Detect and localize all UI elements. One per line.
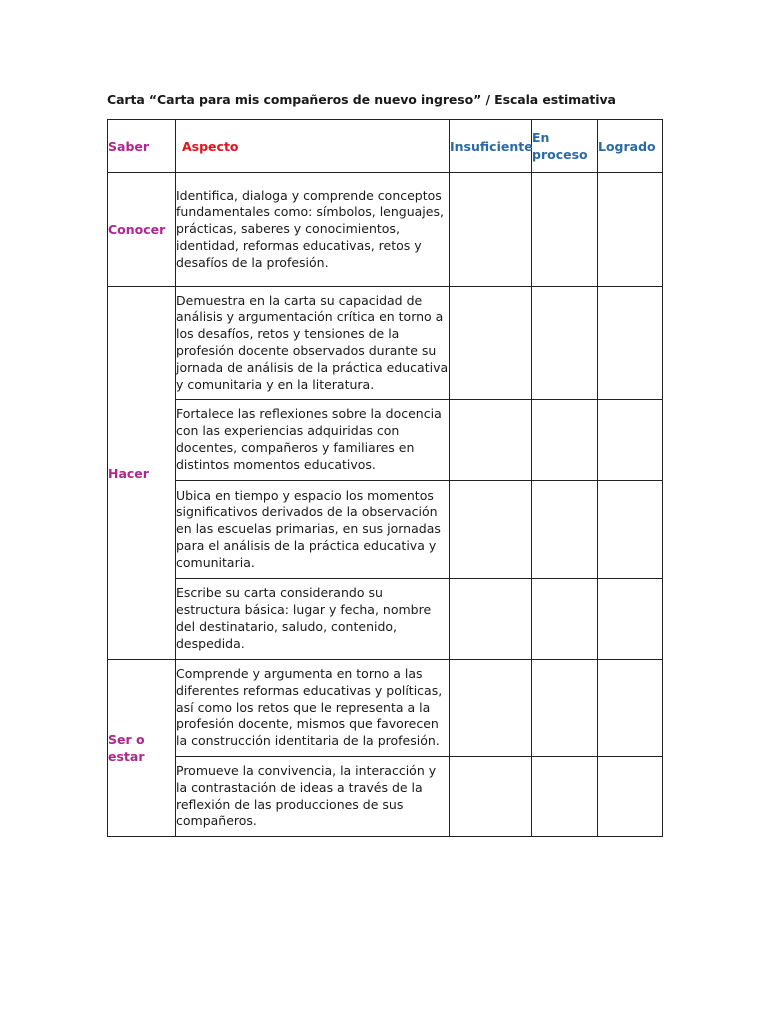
score-cell-logrado[interactable] xyxy=(598,287,663,400)
aspect-cell: Comprende y argumenta en torno a las diferentes reformas educativas y políticas, así como los retos que le representa a la profesión docente, mismos que favorecen la construcción identitaria de la profesión. xyxy=(176,660,450,757)
table-row xyxy=(108,400,663,481)
score-cell-en-proceso[interactable] xyxy=(532,173,598,287)
table-row xyxy=(108,660,663,757)
score-cell-en-proceso[interactable] xyxy=(532,400,598,481)
table-row xyxy=(108,481,663,579)
score-cell-logrado[interactable] xyxy=(598,757,663,837)
header-logrado: Logrado xyxy=(598,120,663,173)
score-cell-logrado[interactable] xyxy=(598,660,663,757)
table-row xyxy=(108,173,663,287)
score-cell-insuficiente[interactable] xyxy=(450,287,532,400)
saber-hacer: Hacer xyxy=(108,287,176,660)
score-cell-logrado[interactable] xyxy=(598,481,663,579)
header-aspecto: Aspecto xyxy=(176,120,450,173)
score-cell-en-proceso[interactable] xyxy=(532,579,598,660)
aspect-cell: Identifica, dialoga y comprende conceptos fundamentales como: símbolos, lenguajes, prácticas, saberes y conocimientos, identidad, reformas educativas, retos y desafíos de la profesión. xyxy=(176,173,450,287)
aspect-cell: Escribe su carta considerando su estructura básica: lugar y fecha, nombre del destinatario, saludo, contenido, despedida. xyxy=(176,579,450,660)
aspect-cell: Demuestra en la carta su capacidad de análisis y argumentación crítica en torno a los desafíos, retos y tensiones de la profesión docente observados durante su jornada de análisis de la práctica educativa y comunitaria y en la literatura. xyxy=(176,287,450,400)
table-row xyxy=(108,757,663,837)
score-cell-insuficiente[interactable] xyxy=(450,660,532,757)
score-cell-insuficiente[interactable] xyxy=(450,757,532,837)
header-saber: Saber xyxy=(108,120,176,173)
saber-conocer: Conocer xyxy=(108,173,176,287)
aspect-cell: Fortalece las reflexiones sobre la docencia con las experiencias adquiridas con docentes, compañeros y familiares en distintos momentos educativos. xyxy=(176,400,450,481)
score-cell-insuficiente[interactable] xyxy=(450,481,532,579)
score-cell-en-proceso[interactable] xyxy=(532,660,598,757)
header-row xyxy=(108,120,663,173)
document-title: Carta “Carta para mis compañeros de nuevo ingreso” / Escala estimativa xyxy=(107,92,616,107)
score-cell-insuficiente[interactable] xyxy=(450,400,532,481)
header-insuficiente: Insuficiente xyxy=(450,120,532,173)
score-cell-insuficiente[interactable] xyxy=(450,173,532,287)
aspect-cell: Ubica en tiempo y espacio los momentos significativos derivados de la observación en las escuelas primarias, en sus jornadas para el análisis de la práctica educativa y comunitaria. xyxy=(176,481,450,579)
table-row xyxy=(108,287,663,400)
rubric-table xyxy=(107,119,663,837)
score-cell-logrado[interactable] xyxy=(598,400,663,481)
score-cell-en-proceso[interactable] xyxy=(532,287,598,400)
score-cell-logrado[interactable] xyxy=(598,173,663,287)
score-cell-insuficiente[interactable] xyxy=(450,579,532,660)
score-cell-en-proceso[interactable] xyxy=(532,757,598,837)
score-cell-en-proceso[interactable] xyxy=(532,481,598,579)
header-en-proceso: En proceso xyxy=(532,120,598,173)
saber-ser-estar: Ser o estar xyxy=(108,660,176,837)
score-cell-logrado[interactable] xyxy=(598,579,663,660)
aspect-cell: Promueve la convivencia, la interacción y la contrastación de ideas a través de la reflexión de las producciones de sus compañeros. xyxy=(176,757,450,837)
table-row xyxy=(108,579,663,660)
